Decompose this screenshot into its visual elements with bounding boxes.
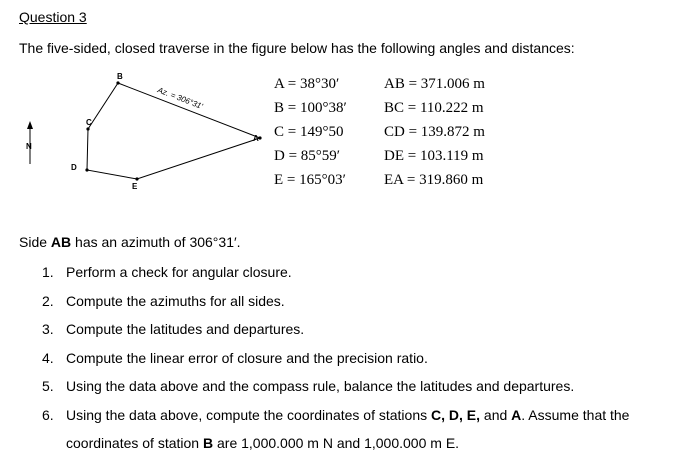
azimuth-label: Az. = 306°31′ — [156, 85, 204, 111]
station-c-marker — [86, 127, 89, 130]
distance-bc: BC = 110.222 m — [384, 99, 484, 116]
side-note-prefix: Side — [19, 234, 51, 250]
task6-station-b: B — [202, 435, 214, 451]
station-b-marker — [116, 81, 119, 84]
angle-e: E = 165°03′ — [274, 171, 346, 188]
measurement-row — [274, 72, 524, 96]
distance-de: DE = 103.119 m — [384, 147, 484, 164]
list-item-text: Compute the latitudes and departures. — [66, 321, 305, 337]
list-item — [42, 315, 662, 344]
north-arrow-icon — [26, 121, 33, 164]
list-item-number: 4. — [42, 349, 54, 366]
list-item-number: 2. — [42, 292, 54, 309]
list-item — [42, 344, 662, 373]
vertex-label-d: D — [71, 163, 77, 172]
list-item-number: 1. — [42, 264, 54, 280]
side-note-suffix: has an azimuth of 306°31′. — [71, 234, 241, 250]
question-intro: The five-sided, closed traverse in the figure below has the following angles and distances: — [19, 40, 575, 56]
task6-part1: Using the data above, compute the coordinates of stations — [66, 406, 432, 423]
measurement-row — [274, 120, 524, 144]
vertex-label-b: B — [117, 72, 123, 81]
list-item-text: Compute the linear error of closure and the precision ratio. — [66, 349, 428, 366]
vertex-label-c: C — [86, 118, 92, 127]
distance-ea: EA = 319.860 m — [384, 171, 484, 188]
angle-b: B = 100°38′ — [274, 99, 347, 116]
measurement-row — [274, 96, 524, 120]
list-item — [42, 372, 662, 401]
list-item-text: Perform a check for angular closure. — [66, 264, 292, 280]
station-d-marker — [85, 168, 88, 171]
measurement-row — [274, 168, 524, 192]
station-a-marker — [258, 136, 261, 139]
task6-stations: C, D, E, — [431, 406, 481, 423]
side-ab-azimuth-note — [19, 234, 241, 250]
list-item-number: 6. — [42, 406, 54, 423]
list-item-text: Compute the azimuths for all sides. — [66, 292, 285, 309]
task6-part3: . Assume that the coordinates of station — [66, 406, 630, 451]
north-label: N — [26, 142, 32, 151]
list-item-text: Using the data above and the compass rule, balance the latitudes and departures. — [66, 378, 575, 394]
vertex-label-e: E — [132, 182, 138, 191]
list-item-number: 3. — [42, 321, 54, 337]
distance-ab: AB = 371.006 m — [384, 75, 485, 92]
task6-part4: are 1,000.000 m N and 1,000.000 m E. — [213, 435, 460, 451]
list-item — [42, 401, 662, 458]
task6-part2: and — [480, 406, 512, 423]
angle-d: D = 85°59′ — [274, 147, 341, 164]
angle-a: A = 38°30′ — [274, 75, 340, 92]
distance-cd: CD = 139.872 m — [384, 123, 485, 140]
measurement-row — [274, 144, 524, 168]
task-list — [42, 258, 662, 458]
list-item-number: 5. — [42, 378, 54, 394]
side-note-bold: AB — [50, 234, 72, 250]
measurements-table — [274, 72, 524, 192]
station-e-marker — [135, 177, 138, 180]
task6-station-a: A — [511, 406, 522, 423]
vertex-label-a: A — [253, 134, 259, 143]
question-title: Question 3 — [19, 9, 87, 25]
list-item — [42, 258, 662, 287]
list-item — [42, 287, 662, 316]
angle-c: C = 149°50 — [274, 123, 344, 140]
